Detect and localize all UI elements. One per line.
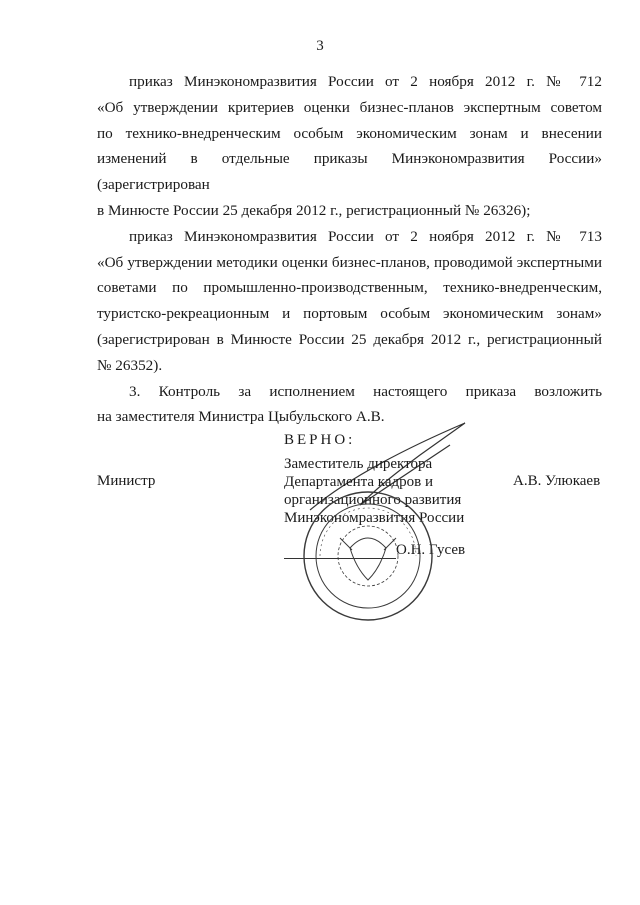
official-stamp-seal xyxy=(300,488,436,629)
text-line: изменений в отдельные приказы Минэкономразвития России» (зарегистрирован xyxy=(97,150,602,194)
certifier-name: О.Н. Гусев xyxy=(396,542,466,558)
text-line: в Минюсте России 25 декабря 2012 г., регистрационный № 26326); xyxy=(97,201,531,219)
text-line: 3. Контроль за исполнением настоящего приказа возложить xyxy=(129,382,602,400)
text-line: № 26352). xyxy=(97,356,163,374)
signatory-name: А.В. Улюкаев xyxy=(513,473,601,489)
text-line: «Об утверждении критериев оценки бизнес-планов экспертным советом xyxy=(97,98,602,116)
cert-line: Департамента кадров и xyxy=(284,474,433,490)
text-line: на заместителя Министра Цыбульского А.В. xyxy=(97,408,385,426)
paragraph-order-713 xyxy=(97,224,602,379)
cert-line: Заместитель директора xyxy=(284,456,433,472)
certification-mark: ВЕРНО: xyxy=(284,432,356,448)
page-number: 3 xyxy=(316,38,324,54)
document-body xyxy=(97,69,602,430)
text-line: советами по промышленно-производственным, технико-внедренческим, xyxy=(97,279,602,297)
paragraph-order-712 xyxy=(97,69,602,224)
cert-line: организационного развития xyxy=(284,492,462,508)
signatory-title: Министр xyxy=(97,473,156,489)
text-line: (зарегистрирован в Минюсте России 25 декабря 2012 г., регистрационный xyxy=(97,330,602,348)
text-line: по технико-внедренческим особым экономическим зонам и внесении xyxy=(97,124,602,142)
text-line: туристско-рекреационным и портовым особым экономическим зонам» xyxy=(97,305,602,323)
text-line: приказ Минэкономразвития России от 2 ноября 2012 г. № 712 xyxy=(129,73,602,90)
cert-line: Минэкономразвития России xyxy=(284,510,465,526)
text-line: «Об утверждении методики оценки бизнес-планов, проводимой экспертными xyxy=(97,253,602,271)
text-line: приказ Минэкономразвития России от 2 ноября 2012 г. № 713 xyxy=(129,227,602,245)
